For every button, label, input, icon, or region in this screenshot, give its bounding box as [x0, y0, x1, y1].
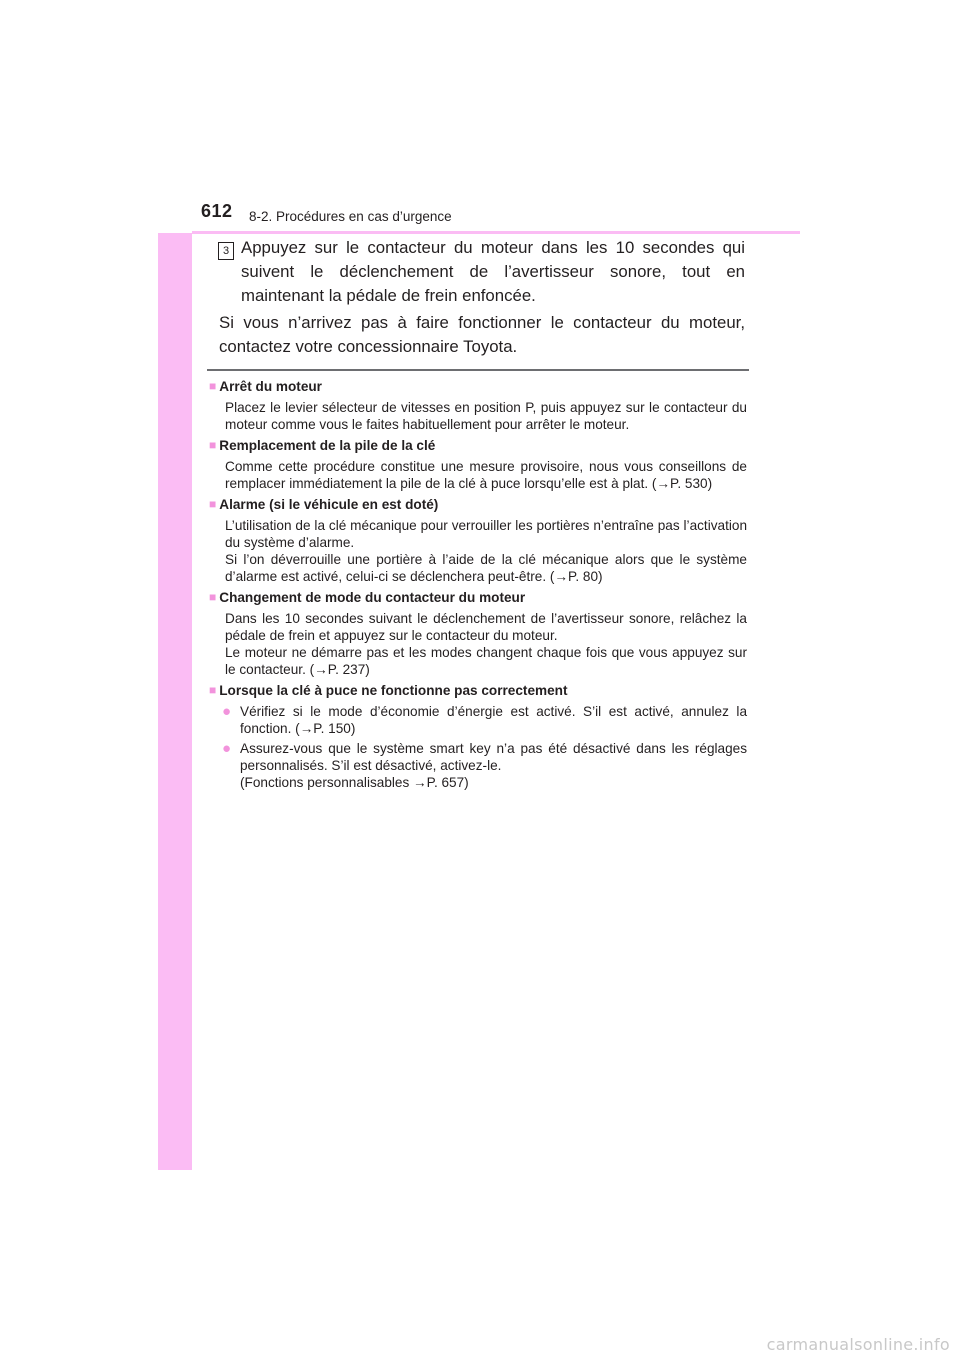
note-body: [225, 610, 747, 678]
note-title-text: Changement de mode du contacteur du moteur: [219, 590, 526, 605]
note-title: [209, 378, 747, 396]
watermark: carmanualsonline.info: [766, 1335, 950, 1354]
note-paragraph: L’utilisation de la clé mécanique pour verrouiller les portières n’entraîne pas l’activation du système d’alarme.: [225, 518, 747, 550]
square-bullet-icon: ■: [209, 379, 217, 393]
square-bullet-icon: ■: [209, 438, 217, 452]
note-body: [225, 458, 747, 492]
notes-divider: [207, 369, 749, 371]
bullet-item: [222, 703, 747, 737]
square-bullet-icon: ■: [209, 497, 217, 511]
step-instruction: Appuyez sur le contacteur du moteur dans les 10 secondes qui suivent le déclenchement de l’avertisseur sonore, tout en maintenant la pédale de frein enfoncée.: [241, 238, 745, 305]
note-title: [209, 437, 747, 455]
note-title-text: Alarme (si le véhicule en est doté): [219, 497, 439, 512]
bullet-text: Assurez-vous que le système smart key n’a pas été désactivé dans les réglages personnalisés. S’il est désactivé, activez-le.: [240, 741, 747, 773]
note-title: [209, 496, 747, 514]
bullet-item: [222, 740, 747, 791]
note-paragraph: Le moteur ne démarre pas et les modes changent chaque fois que vous appuyez sur le contacteur. (→P. 237): [225, 645, 747, 677]
note-paragraph: Comme cette procédure constitue une mesure provisoire, nous vous conseillons de remplacer immédiatement la pile de la clé à puce lorsqu’elle est à plat. (→P. 530): [225, 459, 747, 491]
note-title-text: Lorsque la clé à puce ne fonctionne pas correctement: [219, 683, 568, 698]
bullet-text: (Fonctions personnalisables →P. 657): [240, 775, 469, 790]
note-title-text: Remplacement de la pile de la clé: [219, 438, 436, 453]
note-paragraph: Si l’on déverrouille une portière à l’aide de la clé mécanique alors que le système d’alarme est activé, celui-ci se déclenchera peut-être. (→P. 80): [225, 552, 747, 584]
notes-section: [209, 378, 747, 791]
header-rule: [192, 231, 800, 234]
note-title: [209, 589, 747, 607]
bullet-text: Vérifiez si le mode d’économie d’énergie est activé. S’il est activé, annulez la fonction. (→P. 150): [240, 704, 747, 736]
note-paragraph: Dans les 10 secondes suivant le déclenchement de l’avertisseur sonore, relâchez la pédale de frein et appuyez sur le contacteur du moteur.: [225, 611, 747, 643]
page-number: 612: [201, 201, 233, 221]
square-bullet-icon: ■: [209, 683, 217, 697]
section-title: 8-2. Procédures en cas d’urgence: [249, 209, 452, 224]
step-note: Si vous n’arrivez pas à faire fonctionner le contacteur du moteur, contactez votre concessionnaire Toyota.: [219, 313, 745, 356]
step-number-box: 3: [218, 242, 234, 260]
square-bullet-icon: ■: [209, 590, 217, 604]
note-title: [209, 682, 747, 700]
note-body: [225, 517, 747, 585]
note-body: [225, 399, 747, 433]
note-title-text: Arrêt du moteur: [219, 379, 322, 394]
round-bullet-icon: ●: [222, 703, 232, 720]
side-color-band: [158, 185, 192, 1170]
note-paragraph: Placez le levier sélecteur de vitesses en position P, puis appuyez sur le contacteur du moteur comme vous le faites habituellement pour arrêter le moteur.: [225, 400, 747, 432]
round-bullet-icon: ●: [222, 740, 232, 757]
